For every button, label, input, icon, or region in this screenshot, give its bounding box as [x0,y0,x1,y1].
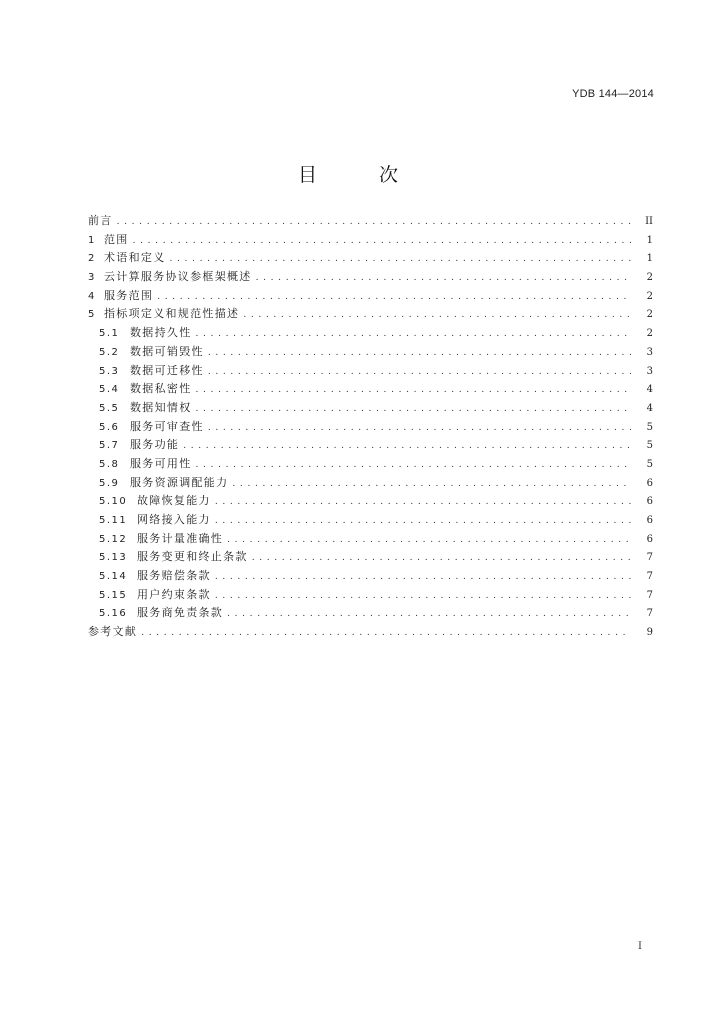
toc-dot-leader [215,587,631,606]
toc-entry-number: 5.4 [99,384,120,396]
toc-entry-number: 5.12 [99,533,128,545]
toc-entry-number: 4 [88,290,96,302]
toc-dot-leader [208,344,631,363]
toc-entry-number: 5.5 [99,402,120,414]
toc-dot-leader [208,419,631,438]
page-number: I [638,941,642,952]
toc-entry-label: 服务商免责条款 [137,606,224,620]
toc-entry-page: 6 [646,496,653,508]
toc-entry-label: 数据持久性 [130,326,192,340]
toc-entry-number: 5.16 [99,608,128,620]
toc-entry-label: 网络接入能力 [137,513,211,526]
page-title: 目 次 [297,164,427,186]
toc-entry-label: 数据知情权 [130,400,192,414]
toc-dot-leader [196,325,632,344]
toc-entry[interactable] [88,380,653,399]
toc-entry[interactable] [88,399,653,418]
toc-entry[interactable] [88,287,653,306]
toc-entry[interactable] [88,511,653,530]
toc-entry-label: 服务功能 [130,438,180,452]
toc-entry-number: 5.9 [99,477,120,489]
toc-entry-page: 7 [646,571,653,583]
toc-entry-page: 1 [646,234,653,246]
toc-dot-leader [252,549,631,568]
toc-dot-leader [196,381,632,400]
toc-dot-leader [133,232,631,251]
toc-entry-number: 5.6 [99,421,120,433]
toc-entry-page: 7 [646,608,653,620]
toc-entry-page: 2 [646,290,653,302]
toc-entry-label: 服务可审查性 [130,419,204,433]
toc-entry-label: 服务计量准确性 [137,531,224,545]
toc-entry-label: 前言 [88,214,113,227]
toc-entry[interactable] [88,530,653,549]
toc-entry-page: 7 [646,589,653,601]
toc-entry-label: 用户约束条款 [137,587,211,601]
toc-dot-leader [183,437,631,456]
toc-entry-number: 5.11 [99,515,128,526]
toc-entry-number: 5.14 [99,571,128,583]
toc-entry-page: 1 [646,253,653,265]
toc-entry[interactable] [88,567,653,586]
toc-dot-leader [227,605,631,624]
toc-entry-label: 参考文献 [88,625,138,639]
toc-dot-leader [141,624,631,643]
toc-entry-label: 指标项定义和规范性描述 [104,307,240,321]
toc-entry-label: 数据私密性 [130,382,192,396]
toc-entry[interactable] [88,268,653,287]
toc-entry-number: 3 [88,272,96,284]
toc-dot-leader [243,306,631,325]
toc-entry-label: 云计算服务协议参框架概述 [104,270,252,284]
toc-entry[interactable] [88,343,653,362]
toc-dot-leader [170,250,632,269]
toc-entry[interactable] [88,586,653,605]
toc-dot-leader [232,475,631,494]
toc-entry-label: 服务资源调配能力 [130,475,229,489]
toc-entry-label: 数据可销毁性 [130,344,204,358]
toc-entry-page: 4 [646,384,653,396]
toc-entry-label: 术语和定义 [104,251,166,265]
toc-entry-number: 5.10 [99,496,128,508]
toc-entry-page: II [645,216,653,227]
toc-entry[interactable] [88,249,653,268]
toc-entry-page: 5 [646,421,653,433]
toc-entry-label: 故障恢复能力 [137,494,211,508]
toc-dot-leader [157,288,631,307]
toc-entry-label: 服务赔偿条款 [137,569,211,583]
toc-entry[interactable] [88,418,653,437]
toc-entry[interactable] [88,455,653,474]
toc-entry-number: 5.2 [99,346,120,358]
toc-entry-number: 5.1 [99,328,120,340]
toc-entry-label: 服务范围 [104,288,154,302]
toc-entry-page: 5 [646,458,653,470]
document-code: YDB 144—2014 [572,88,654,100]
toc-entry[interactable] [88,474,653,493]
toc-entry[interactable] [88,548,653,567]
toc-entry-page: 3 [646,346,653,358]
toc-entry-label: 范围 [104,232,129,246]
toc-entry-page: 2 [646,328,653,340]
toc-dot-leader [117,213,631,232]
toc-entry-number: 5.3 [99,365,120,377]
toc-dot-leader [208,363,631,382]
toc-entry-page: 6 [646,477,653,489]
toc-entry-page: 7 [646,552,653,564]
toc-entry[interactable] [88,212,653,231]
toc-entry-label: 服务可用性 [130,456,192,470]
toc-entry-number: 1 [88,234,96,246]
toc-dot-leader [196,400,632,419]
toc-entry-page: 2 [646,272,653,284]
toc-entry[interactable] [88,623,653,642]
toc-dot-leader [215,512,631,531]
toc-dot-leader [256,269,631,288]
table-of-contents [88,212,653,642]
toc-entry[interactable] [88,492,653,511]
toc-entry[interactable] [88,231,653,250]
toc-entry-number: 5 [88,309,96,321]
toc-entry-page: 3 [646,365,653,377]
toc-entry-number: 2 [88,253,96,265]
toc-entry[interactable] [88,362,653,381]
toc-dot-leader [196,456,632,475]
toc-entry[interactable] [88,436,653,455]
toc-entry-number: 5.8 [99,458,120,470]
toc-entry[interactable] [88,324,653,343]
toc-entry-label: 数据可迁移性 [130,363,204,377]
toc-entry-number: 5.15 [99,589,128,601]
toc-dot-leader [215,493,631,512]
toc-entry-page: 6 [646,533,653,545]
toc-entry[interactable] [88,604,653,623]
toc-entry-page: 2 [646,309,653,321]
toc-entry-label: 服务变更和终止条款 [137,550,248,564]
toc-entry-page: 4 [646,402,653,414]
toc-entry-number: 5.7 [99,440,120,452]
toc-entry-page: 5 [646,440,653,452]
toc-entry[interactable] [88,305,653,324]
toc-dot-leader [227,531,631,550]
toc-entry-number: 5.13 [99,552,128,564]
toc-entry-page: 6 [646,515,653,526]
toc-entry-page: 9 [646,627,653,639]
toc-dot-leader [215,568,631,587]
